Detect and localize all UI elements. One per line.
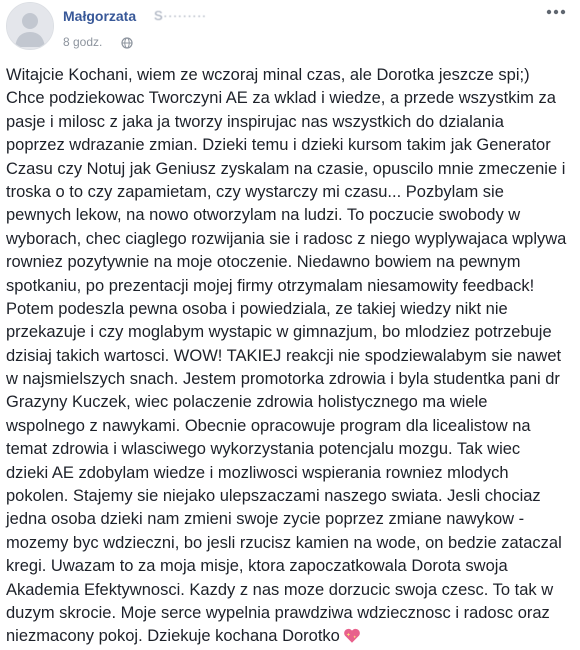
post-text-line xyxy=(6,298,574,321)
post-text-line xyxy=(6,251,574,274)
post-text-line xyxy=(6,368,574,391)
post-text-line-content: duzym skrocie. Moje serce wypelnia prawdziwa wdziecznosc i radosc oraz xyxy=(6,603,550,622)
post-text-line-content: jedna osoba dzieki nam zmieni swoje zycie poprzez zmiane nawykow - xyxy=(6,510,525,529)
post-text-line-content: wyborach, chec ciaglego rozwijania sie i radosc z niego wyplywajaca wplywa xyxy=(6,229,567,248)
post-text-line xyxy=(6,555,574,578)
post-text-line xyxy=(6,415,574,438)
post-text-line-content: pasje i milosc z jaka ja tworzy inspirujac nas wszystkich do dzialania xyxy=(6,112,504,131)
post-text-line xyxy=(6,625,574,648)
post-text xyxy=(6,64,574,649)
post-text-line xyxy=(6,158,574,181)
post-text-line-content: Akademia Efektywnosci. Kazdy z nas moze dorzucic swoja czesc. To tak w xyxy=(6,580,554,599)
author-name[interactable]: Małgorzata xyxy=(63,8,137,24)
post-text-line xyxy=(6,204,574,227)
post-text-line xyxy=(6,228,574,251)
post-text-line-content: Grazyny Kuczek, wiec polaczenie zdrowia holistycznego ma wiele xyxy=(6,393,488,412)
post-text-line-content: spotkaniu, po prezentacji mojej firmy otrzymalam niesamowity feedback! xyxy=(6,276,535,295)
post-text-line-content: poprzez wdrazanie zmian. Dzieki temu i dzieki kursom takim jak Generator xyxy=(6,136,551,155)
post-text-line-content: niezmacony pokoj. Dziekuje kochana Dorotko xyxy=(6,627,340,646)
author-avatar[interactable] xyxy=(6,2,54,50)
author-surname-blurred[interactable]: S········· xyxy=(154,8,207,23)
post-text-line xyxy=(6,87,574,110)
post-text-line-content: mozemy byc wdzieczni, bo jesli rzucisz kamien na wode, on bedzie zataczal xyxy=(6,533,562,552)
post-text-line xyxy=(6,321,574,344)
post-text-line xyxy=(6,579,574,602)
post-text-line xyxy=(6,602,574,625)
post-text-line xyxy=(6,134,574,157)
post-text-line-content: troska o to czy zapamietam, czy wystarczy mi czasu... Pozbylam sie xyxy=(6,182,504,201)
post-timestamp[interactable]: 8 godz. xyxy=(63,35,103,49)
post-text-line-content: w najsmielszych snach. Jestem promotorka zdrowia i byla studentka pani dr xyxy=(6,370,560,389)
post-text-line xyxy=(6,391,574,414)
post-text-line-content: temat zdrowia i wlasciwego wykorzystania potencjalu mozgu. Tak wiec xyxy=(6,440,521,459)
more-options-button[interactable] xyxy=(544,3,568,21)
post-text-line-content: kregi. Uwazam to za moja misje, ktora zapoczatkowala Dorota swoja xyxy=(6,557,508,576)
avatar-silhouette-icon xyxy=(7,3,53,49)
post-text-line-content: Witajcie Kochani, wiem ze wczoraj minal czas, ale Dorotka jeszcze spi;) xyxy=(6,66,530,84)
post-text-line-content: Potem podeszla pewna osoba i powiedziala, ze takiej wiedzy nikt nie xyxy=(6,299,508,318)
more-options-icon xyxy=(546,9,566,15)
post-text-line-content: wspolnego z nawykami. Obecnie opracowuje program dla licealistow na xyxy=(6,416,531,435)
post-text-line xyxy=(6,462,574,485)
post-text-line-content: przekazuje i czy moglabym wystapic w gimnazjum, bo mlodziez potrzebuje xyxy=(6,323,552,342)
post-text-line-content: pokolen. Stajemy sie niejako ulepszaczami naszego swiata. Jesli chociaz xyxy=(6,487,541,506)
post-text-line xyxy=(6,438,574,461)
post-text-line xyxy=(6,532,574,555)
post-text-line xyxy=(6,345,574,368)
post-text-line-content: dzisiaj takich wartosci. WOW! TAKIEJ reakcji nie spodziewalabym sie nawet xyxy=(6,346,562,365)
post-text-line xyxy=(6,485,574,508)
post-text-line-content: rowniez pozytywnie na moje otoczenie. Niedawno bowiem na pewnym xyxy=(6,253,521,272)
post-text-line-content: dzieki AE zdobylam wiedze i mozliwosci wspierania rowniez mlodych xyxy=(6,463,509,482)
post-text-line xyxy=(6,508,574,531)
post-text-line-content: Czasu czy Notuj jak Geniusz zyskalam na czasie, opuscilo mnie zmeczenie i xyxy=(6,159,566,178)
post-text-line xyxy=(6,64,574,87)
sparkling-heart-icon xyxy=(343,627,361,644)
post-text-line-content: Chce podziekowac Tworczyni AE za wklad i wiedze, a przede wszystkim za xyxy=(6,89,556,108)
post-text-line xyxy=(6,275,574,298)
post-text-line xyxy=(6,111,574,134)
post-text-line-content: pewnych lekow, na nowo otworzylam na ludzi. To poczucie swobody w xyxy=(6,206,521,225)
post-text-line xyxy=(6,181,574,204)
globe-icon xyxy=(121,37,133,49)
